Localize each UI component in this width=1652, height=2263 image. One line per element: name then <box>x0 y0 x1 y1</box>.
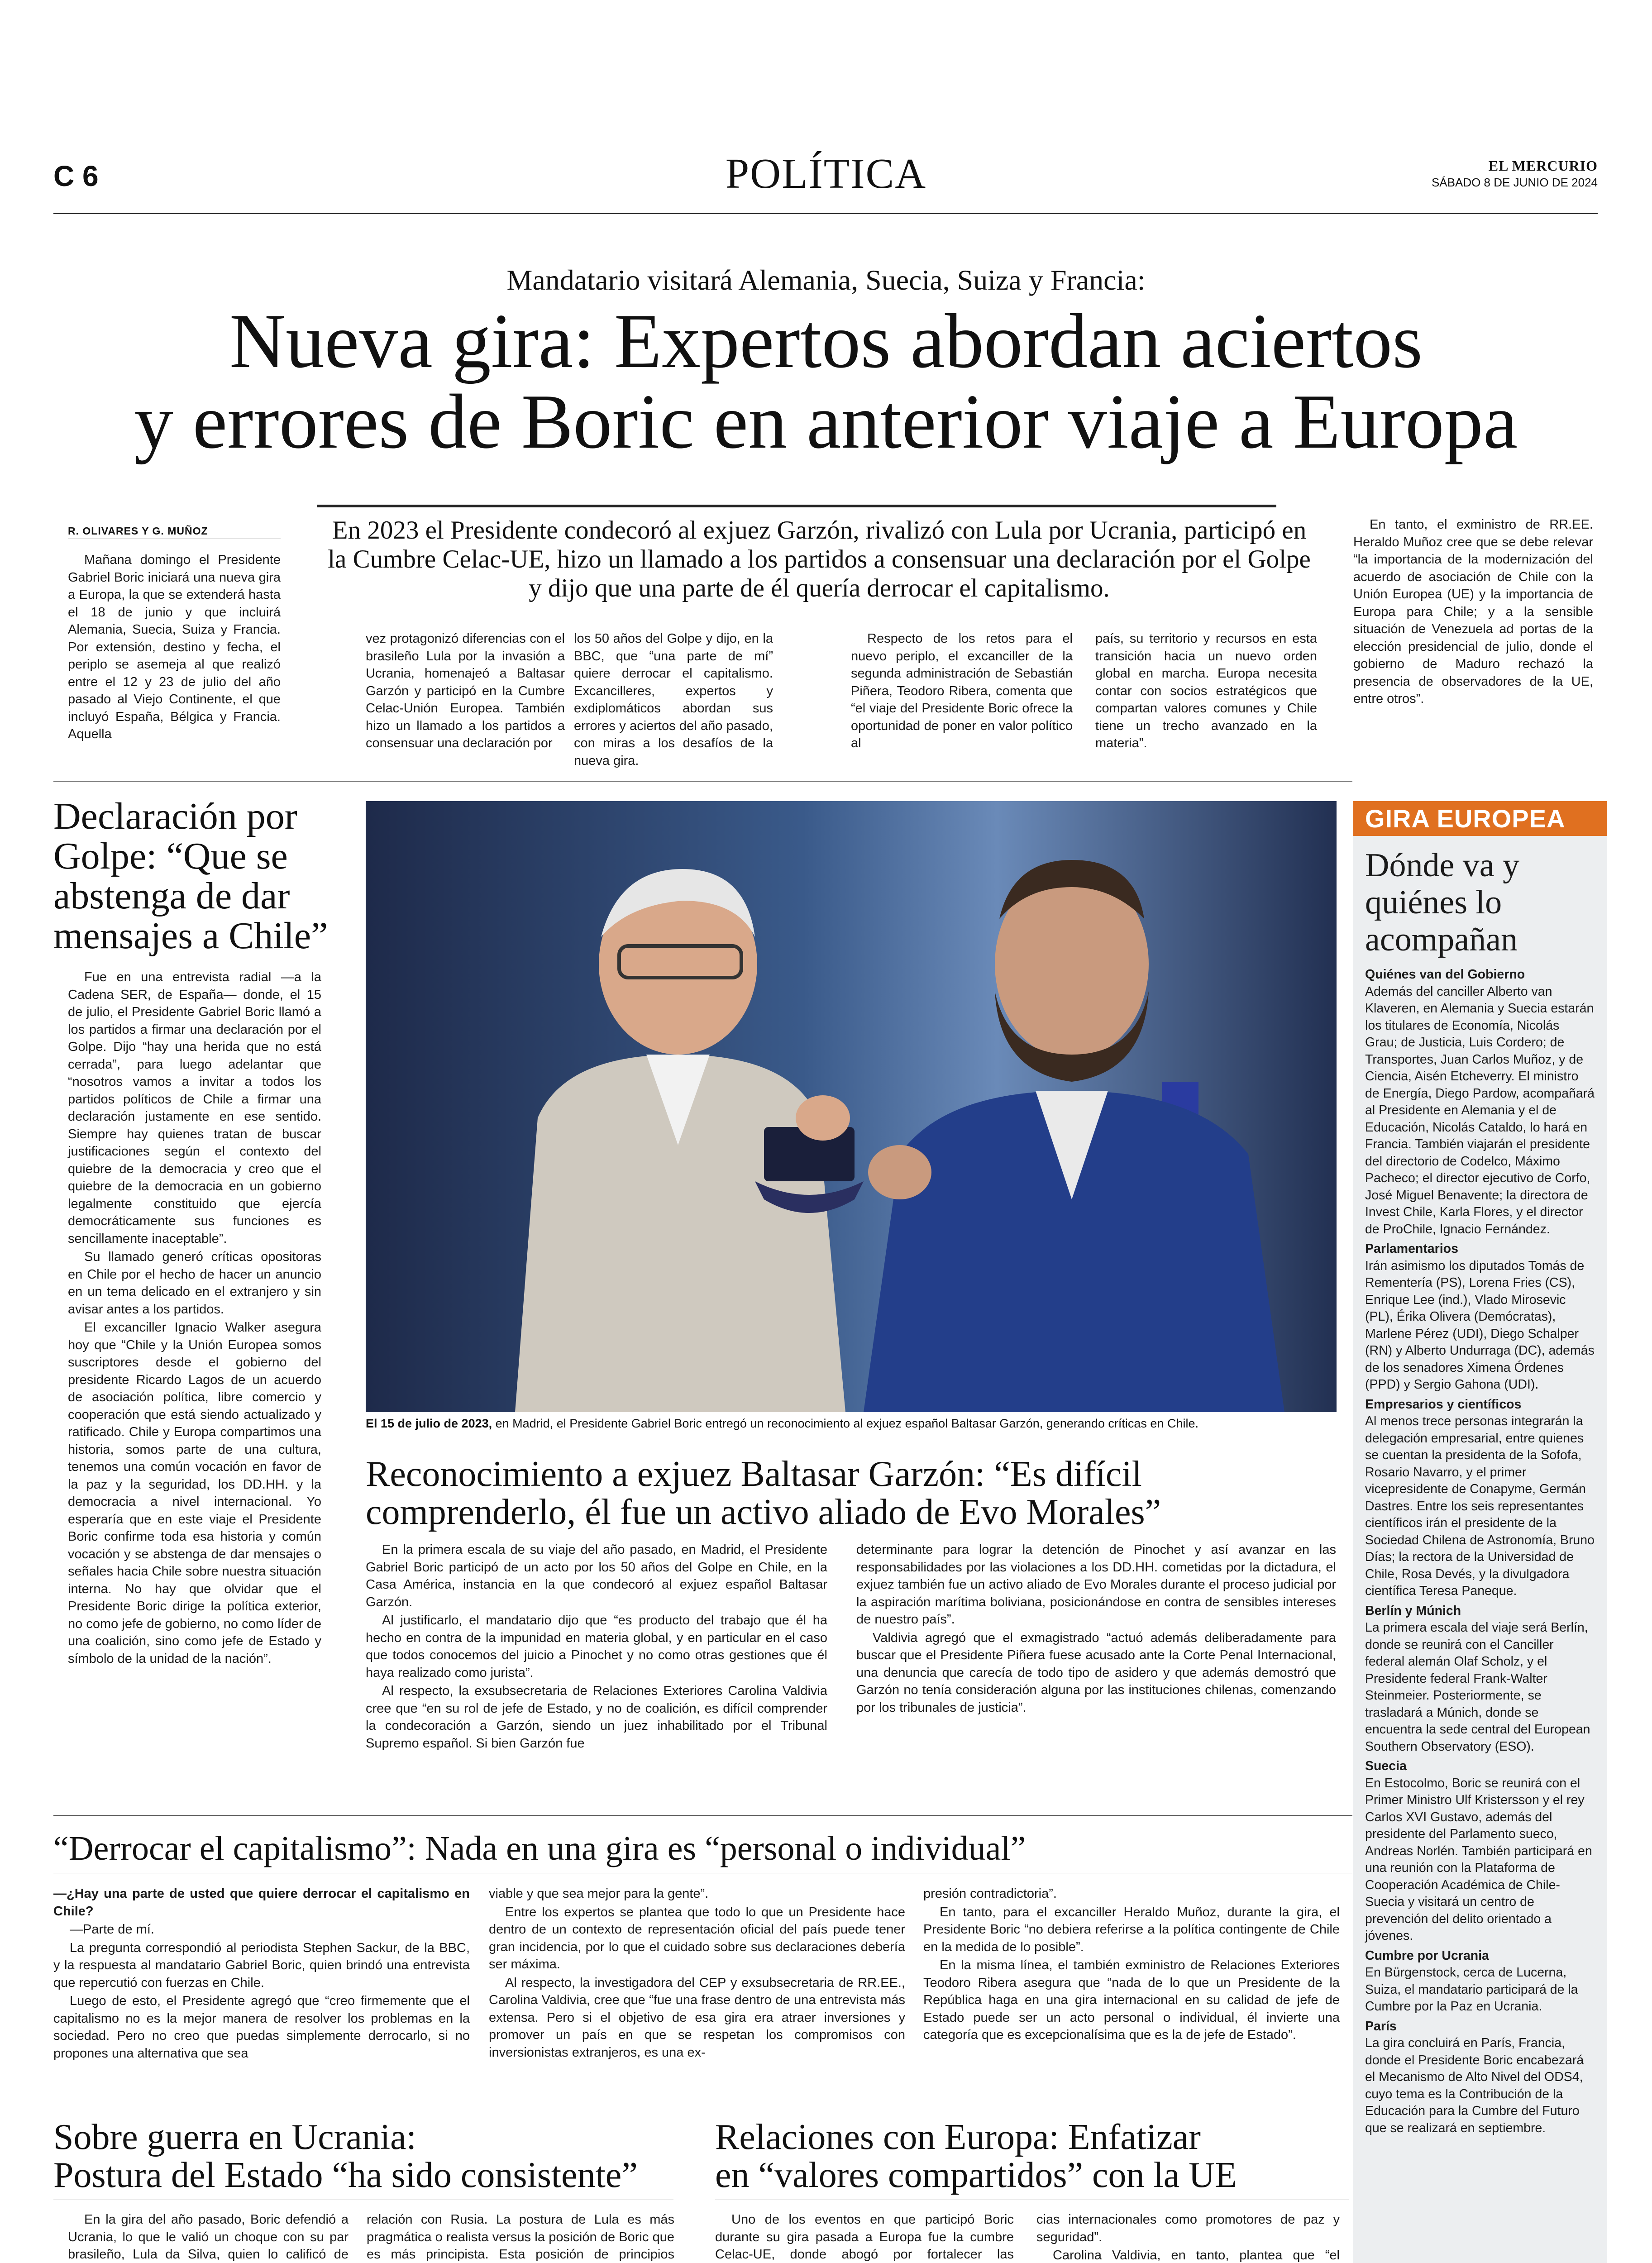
intro-col-1: Mañana domingo el Presidente Gabriel Boric iniciará una nueva gira a Europa, la que se extenderá hasta el 18 de junio y que incluirá Alemania, Suecia, Suiza y Francia. Por extensión, destino y fecha, el periplo se asemeja al que realizó entre el 12 y 23 de julio del año pasado al Viejo Continente, el que incluyó España, Bélgica y Francia. Aquella <box>68 553 281 741</box>
sidebar-section-subhead: París <box>1365 2019 1397 2034</box>
sidebar-section <box>1365 1758 1595 1945</box>
issue-date: SÁBADO 8 DE JUNIO DE 2024 <box>1431 176 1598 189</box>
sidebar-section-subhead: Parlamentarios <box>1365 1241 1458 1256</box>
intro-bottom-rule <box>53 781 1352 782</box>
sidebar-section-subhead: Berlín y Múnich <box>1365 1603 1461 1618</box>
capitalismo-head: “Derrocar el capitalismo”: Nada en una gira es “personal o individual” <box>53 1829 1026 1867</box>
sidebar-section-subhead: Quiénes van del Gobierno <box>1365 967 1525 982</box>
sidebar-section-text: La gira concluirá en París, Francia, donde el Presidente Boric encabezará el Mecanismo de Alto Nivel del ODS4, cuyo tema es la Contribución de la Educación para la Cumbre del Futuro que se realizará en septiembre. <box>1365 2036 1584 2135</box>
sidebar-box <box>1353 801 1607 2263</box>
capitalismo-col-1: —¿Hay una parte de usted que quiere derrocar el capitalismo en Chile? —Parte de mí. La pregunta correspondió al periodista Stephen Sackur, de la BBC, y la respuesta al mandatario Gabriel Boric, quien brindó una entrevista que repercutió con fuerzas en Chile. Luego de esto, el Presidente agregó que “creo firmemente que el capitalismo no es la mejor manera de resolver los problemas en la sociedad. Pero no creo que puedas simplemente derrocarlo, si no propones una alternativa que sea <box>53 1886 470 2061</box>
ucrania-head: Sobre guerra en Ucrania: Postura del Estado “ha sido consistente” <box>53 2117 638 2195</box>
photo-illustration <box>366 801 1337 1412</box>
capitalismo-col-3: presión contradictoria”. En tanto, para el excanciller Heraldo Muñoz, durante la gira, el Presidente Boric “no debiera referirse a la política contingente de Chile en la medida de lo posible”. En la misma línea, el también exministro de Relaciones Exteriores Teodoro Ribera asegura que “nada de lo que un Presidente de la República haga en una gira internacional en su calidad de jefe de Estado puede ser un acto personal o individual, él invierte una categoría que es excepcionalísima que es la de jefe de Estado”. <box>923 1886 1340 2042</box>
capitalismo-col-2: viable y que sea mejor para la gente”. Entre los expertos se plantea que todo lo que un Presidente hace dentro de un contexto de representación oficial del país puede tener gran incidencia, por lo que el cuidado sobre sus declaraciones debería ser máxima. Al respecto, la investigadora del CEP y exsubsecretaria de RR.EE., Carolina Valdivia, cree que “fue una frase dentro de una entrevista más extensa. Pero si el objetivo de esa gira era atraer inversiones y promover un país en que se respetan los compromisos con inversionistas extranjeros, es una ex- <box>489 1886 905 2060</box>
sidebar-section <box>1365 1241 1595 1394</box>
relaciones-col-1: Uno de los eventos en que participó Boric durante su gira pasada a Europa fue la cumbre Celac-UE, donde abogó por fortalecer las <box>715 2212 1014 2262</box>
intro-col-2: vez protagonizó diferencias con el brasileño Lula por la invasión a Ucrania, homenajeó a Baltasar Garzón y participó en la Cumbre Celac-Unión Europea. También hizo un llamado a los partidos a consensuar una declaración por <box>366 631 565 750</box>
garzon-col-1: En la primera escala de su viaje del año pasado, en Madrid, el Presidente Gabriel Boric participó de un acto por los 50 años del Golpe en Chile, en la Casa América, instancia en la que condecoró al exjuez español Baltasar Garzón. Al justificarlo, el mandatario dijo que “es producto del trabajo que él ha hecho en contra de la impunidad en materia global, y en particular en el caso que todos conocemos del juicio a Pinochet y no como otras gestiones que él haya realizado como jurista”. Al respecto, la exsubsecretaria de Relaciones Exteriores Carolina Valdivia cree que “en su rol de jefe de Estado, y no de coalición, es difícil comprender la condecoración a Garzón, siendo un juez inhabilitado por el Tribunal Supremo español. Si bien Garzón fue <box>366 1542 827 1751</box>
sidebar-section-text: En Estocolmo, Boric se reunirá con el Primer Ministro Ulf Kristersson y el rey Carlos XVI Gustavo, además del presidente del Parlamento sueco, Andreas Norlén. También participará en una reunión con la Plataforma de Cooperación Académica de Chile-Suecia y visitará un centro de prevención del delito orientado a jóvenes. <box>1365 1776 1592 1943</box>
sidebar-section-subhead: Suecia <box>1365 1759 1407 1773</box>
sidebar-section <box>1365 1948 1595 2015</box>
headline-line-2: y errores de Boric en anterior viaje a Europa <box>134 379 1518 465</box>
sidebar-tag: GIRA EUROPEA <box>1353 801 1607 836</box>
header-rule <box>53 213 1598 214</box>
headline-line-1: Nueva gira: Expertos abordan aciertos <box>229 298 1423 384</box>
sidebar-list <box>1353 963 1607 2137</box>
page-number: C 6 <box>53 160 99 192</box>
sidebar-section <box>1365 1603 1595 1756</box>
deck: En 2023 el Presidente condecoró al exjuez Garzón, rivalizó con Lula por Ucrania, participó en la Cumbre Celac-UE, hizo un llamado a los partidos a consensuar una declaración por el Golpe y dijo que una parte de él quería derrocar el capitalismo. <box>328 516 1311 602</box>
headline <box>0 298 1652 465</box>
sidebar-section-subhead: Cumbre por Ucrania <box>1365 1948 1489 1963</box>
section-title: POLÍTICA <box>725 150 927 197</box>
deck-rule <box>317 505 1276 507</box>
intro-col-3: los 50 años del Golpe y dijo, en la BBC, que “una parte de mí” quiere derrocar el capitalismo. Excancilleres, expertos y exdiplomáticos abordan sus errores y aciertos del año pasado, con miras a los desafíos de la nueva gira. <box>574 631 773 768</box>
sidebar-title: Dónde va y quiénes lo acompañan <box>1365 847 1520 958</box>
intro-col-5: país, su territorio y recursos en esta transición hacia un nuevo orden global en marcha. Europa necesita contar con socios estratégicos que compartan valores comunes y Chile tiene un trecho avanzado en la materia”. <box>1095 631 1317 750</box>
kicker: Mandatario visitará Alemania, Suecia, Suiza y Francia: <box>506 264 1146 296</box>
sidebar-section-text: En Bürgenstock, cerca de Lucerna, Suiza, el mandatario participará de la Cumbre por la Paz en Ucrania. <box>1365 1965 1578 2014</box>
masthead-brand: EL MERCURIO <box>1488 158 1598 174</box>
garzon-col-2: determinante para lograr la detención de Pinochet y así avanzar en las responsabilidades por las violaciones a los DD.HH. cometidas por la dictadura, el exjuez también fue un activo aliado de Evo Morales durante el proceso judicial por la aspiración marítima boliviana, posicionándose en contra de sensibles intereses de nuestro país”. Valdivia agregó que el exmagistrado “actuó además deliberadamente para buscar que el Presidente Piñera fuese acusado ante la Corte Penal Internacional, una denuncia que carecía de todo tipo de asidero y que además demostró que Garzón no tenía consideración alguna por las instituciones chilenas, comenzando por los tribunales de justicia”. <box>856 1542 1336 1715</box>
capitalismo-top-rule <box>53 1815 1352 1816</box>
sidebar-section <box>1365 2018 1595 2137</box>
ucrania-col-2: relación con Rusia. La postura de Lula es más pragmática o realista versus la posición de Boric que es más principista. Esta posición de principios <box>367 2212 674 2262</box>
sidebar-section-text: La primera escala del viaje será Berlín, donde se reunirá con el Canciller federal alemán Olaf Scholz, y el Presidente federal Frank-Walter Steinmeier. Posteriormente, se trasladará a Múnich, donde se encuentra la sede central del European Southern Observatory (ESO). <box>1365 1620 1590 1754</box>
intro-col-6: En tanto, el exministro de RR.EE. Heraldo Muñoz cree que se debe relevar “la importancia de la modernización del acuerdo de asociación de Chile con la Unión Europea (UE) y la importancia de Europa para Chile; y a la sensible situación de Venezuela ad portas de la elección presidencial de julio, donde el gobierno de Maduro rechazó la presencia de observadores de la UE, entre otros”. <box>1353 517 1593 706</box>
relaciones-head: Relaciones con Europa: Enfatizar en “valores compartidos” con la UE <box>715 2117 1237 2195</box>
relaciones-col-2: cias internacionales como promotores de paz y seguridad”. Carolina Valdivia, en tanto, plantea que “el <box>1036 2212 1340 2263</box>
golpe-body: Fue en una entrevista radial —a la Cadena SER, de España— donde, el 15 de julio, el Presidente Gabriel Boric llamó a los partidos a firmar una declaración por el Golpe. Dijo “hay una herida que no está cerrada”, para luego adelantar que “nosotros vamos a invitar a todos los partidos políticos de Chile a firmar una declaración justamente en ese sentido. Siempre hay quienes tratan de buscar justificaciones según el contexto del quiebre de la democracia y creo que el quiebre de la democracia en un gobierno legalmente constituido que ejercía democráticamente sus funciones es sencillamente inaceptable”. Su llamado generó críticas opositoras en Chile por el hecho de hacer un anuncio en un tema delicado en el extranjero y sin avisar antes a los partidos. El excanciller Ignacio Walker asegura hoy que “Chile y la Unión Europea somos suscriptores desde el gobierno del presidente Ricardo Lagos de un acuerdo de asociación política, libre comercio y cooperación que está siendo actualizado y ratificado. Chile y Europa compartimos una historia, somos parte de una cultura, tenemos una común vocación en favor de la paz y la seguridad, los DD.HH. y la democracia a nivel internacional. Yo esperaría que en este viaje el Presidente Boric confirme toda esa historia y común vocación y se abstenga de dar mensajes o señales hacia Chile sobre nuestra situación interna. No hay que olvidar que el Presidente Boric dirige la política exterior, no como jefe de gobierno, no como líder de una coalición, sino como jefe de Estado y símbolo de la unidad de la nación”. <box>68 970 321 1666</box>
garzon-head: Reconocimiento a exjuez Baltasar Garzón: “Es difícil comprenderlo, él fue un activo aliado de Evo Morales” <box>366 1454 1161 1532</box>
intro-col-4: Respecto de los retos para el nuevo periplo, el excanciller de la segunda administración de Sebastián Piñera, Teodoro Ribera, comenta que “el viaje del Presidente Boric ofrece la oportunidad de poner en valor político al <box>851 631 1073 750</box>
ucrania-col-1: En la gira del año pasado, Boric defendió a Ucrania, lo que le valió un choque con su par brasileño, Lula da Silva, quien lo calificó de <box>68 2212 349 2262</box>
sidebar-section-text: Al menos trece personas integrarán la delegación empresarial, entre quienes se cuentan la presidenta de la Sofofa, Rosario Navarro, y el primer vicepresidente de Conapyme, Germán Dastres. Entre los seis representantes científicos irán el presidente de la Sociedad Chilena de Astronomía, Bruno Días; la rectora de la Universidad de Chile, Rosa Devés, y la divulgadora científica Teresa Paneque. <box>1365 1414 1595 1598</box>
golpe-head: Declaración por Golpe: “Que se abstenga de dar mensajes a Chile” <box>53 795 328 957</box>
sidebar-section-text: Además del canciller Alberto van Klaveren, en Alemania y Suecia estarán los titulares de Economía, Nicolás Grau; de Justicia, Luis Cordero; de Transportes, Juan Carlos Muñoz, y de Ciencia, Aisén Etcheverry. El ministro de Energía, Diego Pardow, acompañará al Presidente en Alemania y el de Educación, Nicolás Cataldo, lo hará en Francia. También viajarán el presidente del directorio de Codelco, Máximo Pacheco; el director ejecutivo de Corfo, José Miguel Benavente; la directora de Invest Chile, Karla Flores, y el director de ProChile, Ignacio Fernández. <box>1365 984 1595 1237</box>
sidebar-section-text: Irán asimismo los diputados Tomás de Rementería (PS), Lorena Fries (CS), Enrique Lee (ind.), Vlado Mirosevic (PL), Érika Olivera (Demócratas), Marlene Pérez (UDI), Diego Schalper (RN) y Alberto Undurraga (DC), además de los senadores Ximena Órdenes (PPD) y Sergio Gahona (UDI). <box>1365 1258 1595 1392</box>
sidebar-section <box>1365 966 1595 1238</box>
sidebar-section-subhead: Empresarios y científicos <box>1365 1397 1522 1412</box>
byline: R. OLIVARES Y G. MUÑOZ <box>68 525 208 537</box>
photo-caption: El 15 de julio de 2023, en Madrid, el Presidente Gabriel Boric entregó un reconocimiento al exjuez español Baltasar Garzón, generando críticas en Chile. <box>366 1417 1198 1430</box>
main-photo <box>366 801 1337 1412</box>
sidebar-section <box>1365 1396 1595 1600</box>
